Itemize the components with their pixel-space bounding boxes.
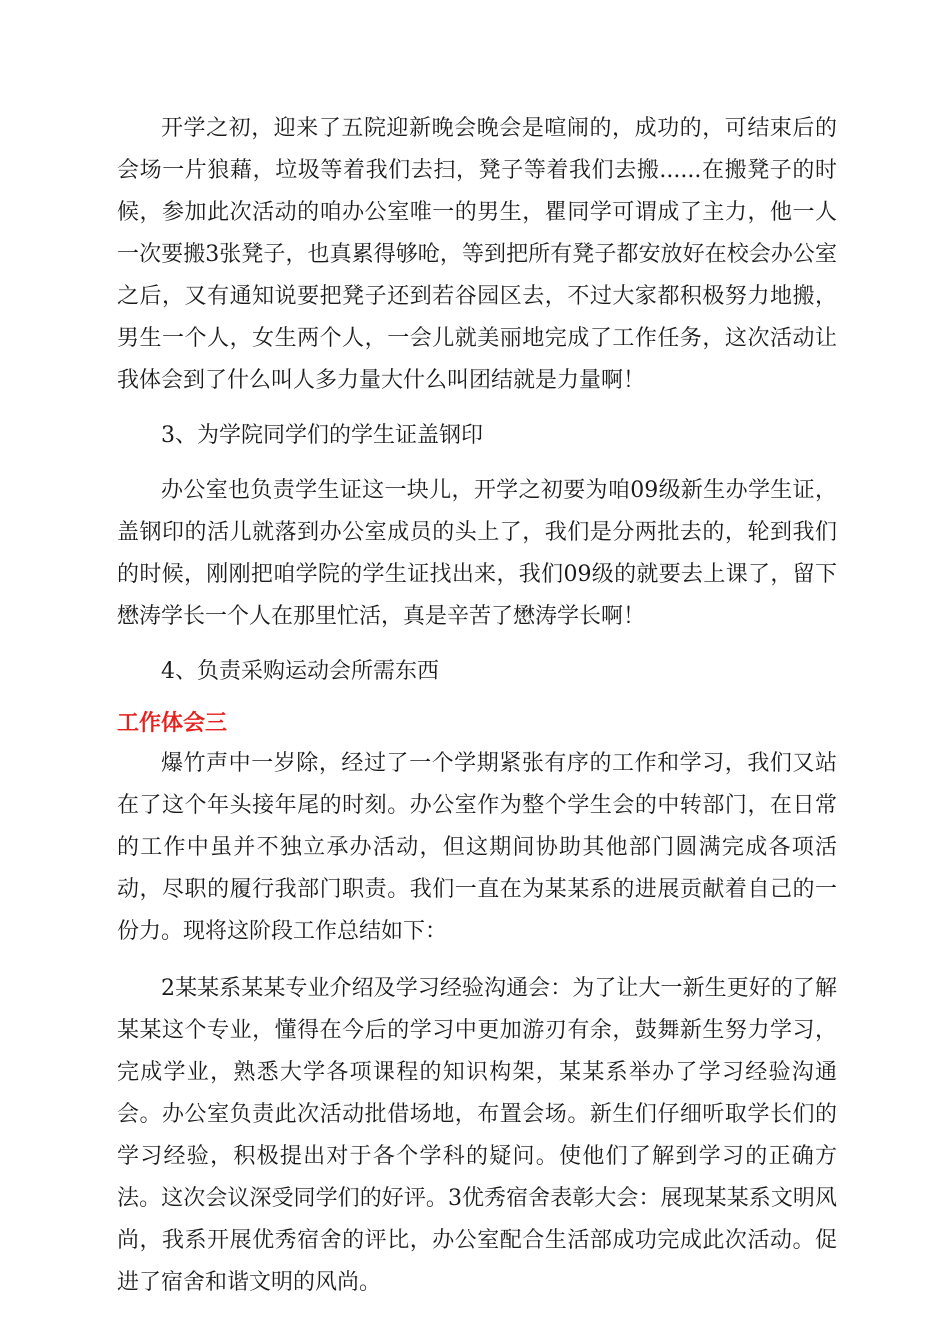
section-heading: 工作体会三 bbox=[117, 711, 228, 736]
paragraph-cleanup-activity: 开学之初，迎来了五院迎新晚会晚会是喧闹的，成功的，可结束后的会场一片狼藉，垃圾等着我们去扫，凳子等着我们去搬......在搬凳子的时候，参加此次活动的咱办公室唯一的男生，瞿同学可谓成了主力，他一人一次要搬3张凳子，也真累得够呛，等到把所有凳子都安放好在校会办公室之后，又有通知说要把凳子还到若谷园区去，不过大家都积极努力地搬，男生一个人，女生两个人，一会儿就美丽地完成了工作任务，这次活动让我体会到了什么叫人多力量大什么叫团结就是力量啊！ bbox=[117, 116, 837, 393]
document-body bbox=[117, 108, 837, 1304]
item-sports-purchase: 4、负责采购运动会所需东西 bbox=[161, 659, 439, 684]
paragraph-student-id: 办公室也负责学生证这一块儿，开学之初要为咱09级新生办学生证，盖钢印的活儿就落到办公室成员的头上了，我们是分两批去的，轮到我们的时候，刚刚把咱学院的学生证找出来，我们09级的就要去上课了，留下懋涛学长一个人在那里忙活，真是辛苦了懋涛学长啊！ bbox=[117, 478, 837, 629]
item-student-id-stamp: 3、为学院同学们的学生证盖钢印 bbox=[161, 423, 483, 448]
paragraph-summary-intro: 爆竹声中一岁除，经过了一个学期紧张有序的工作和学习，我们又站在了这个年头接年尾的时刻。办公室作为整个学生会的中转部门，在日常的工作中虽并不独立承办活动，但这期间协助其他部门圆满完成各项活动，尽职的履行我部门职责。我们一直在为某某系的进展贡献着自己的一份力。现将这阶段工作总结如下： bbox=[117, 751, 837, 944]
paragraph-activities: 2某某系某某专业介绍及学习经验沟通会：为了让大一新生更好的了解某某这个专业，懂得在今后的学习中更加游刃有余，鼓舞新生努力学习，完成学业，熟悉大学各项课程的知识构架，某某系举办了学习经验沟通会。办公室负责此次活动批借场地，布置会场。新生们仔细听取学长们的学习经验，积极提出对于各个学科的疑问。使他们了解到学习的正确方法。这次会议深受同学们的好评。3优秀宿舍表彰大会：展现某某系文明风尚，我系开展优秀宿舍的评比，办公室配合生活部成功完成此次活动。促进了宿舍和谐文明的风尚。 bbox=[117, 976, 837, 1295]
